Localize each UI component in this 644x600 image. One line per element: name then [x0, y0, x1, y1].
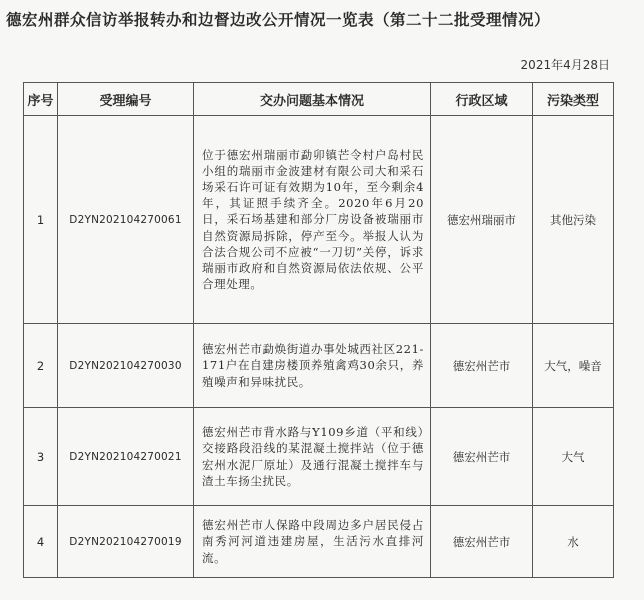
table-row [24, 408, 614, 506]
row-region: 德宏州芒市 [431, 506, 533, 578]
header-index: 序号 [24, 83, 58, 116]
row-pollution: 大气 [533, 408, 614, 506]
complaints-table [23, 82, 614, 578]
row-description: 位于德宏州瑞丽市勐卯镇芒令村户岛村民小组的瑞丽市金波建材有限公司大和采石场采石许可证有效期为10年，至今剩余4年，其证照手续齐全。2020年6月20日，采石场基建和部分厂房设备被瑞丽市自然资源局拆除，停产至今。举报人认为合法合规公司不应被“一刀切”关停，诉求瑞丽市政府和自然资源局依法依规、公平合理处理。 [194, 116, 431, 324]
header-pollution: 污染类型 [533, 83, 614, 116]
row-description: 德宏州芒市背水路与Y109乡道（平和线）交接路段沿线的某混凝土搅拌站（位于德宏州水泥厂原址）及通行混凝土搅拌车与渣土车扬尘扰民。 [194, 408, 431, 506]
row-index: 4 [24, 506, 58, 578]
row-region: 德宏州芒市 [431, 324, 533, 408]
row-pollution: 其他污染 [533, 116, 614, 324]
row-description: 德宏州芒市勐焕街道办事处城西社区221-171户在自建房楼顶养殖禽鸡30余只，养殖噪声和异味扰民。 [194, 324, 431, 408]
header-region: 行政区域 [431, 83, 533, 116]
row-index: 2 [24, 324, 58, 408]
page-title: 德宏州群众信访举报转办和边督边改公开情况一览表（第二十二批受理情况） [6, 10, 551, 29]
table-row [24, 324, 614, 408]
table-header-row [24, 83, 614, 116]
row-code: D2YN202104270061 [58, 116, 194, 324]
row-code: D2YN202104270021 [58, 408, 194, 506]
row-pollution: 大气，噪音 [533, 324, 614, 408]
row-code: D2YN202104270030 [58, 324, 194, 408]
row-pollution: 水 [533, 506, 614, 578]
row-code: D2YN202104270019 [58, 506, 194, 578]
header-description: 交办问题基本情况 [194, 83, 431, 116]
row-region: 德宏州芒市 [431, 408, 533, 506]
publish-date: 2021年4月28日 [520, 58, 610, 72]
row-index: 3 [24, 408, 58, 506]
row-region: 德宏州瑞丽市 [431, 116, 533, 324]
row-description: 德宏州芒市人保路中段周边多户居民侵占南秀河河道违建房屋，生活污水直排河流。 [194, 506, 431, 578]
header-code: 受理编号 [58, 83, 194, 116]
table-row [24, 506, 614, 578]
row-index: 1 [24, 116, 58, 324]
table-row [24, 116, 614, 324]
